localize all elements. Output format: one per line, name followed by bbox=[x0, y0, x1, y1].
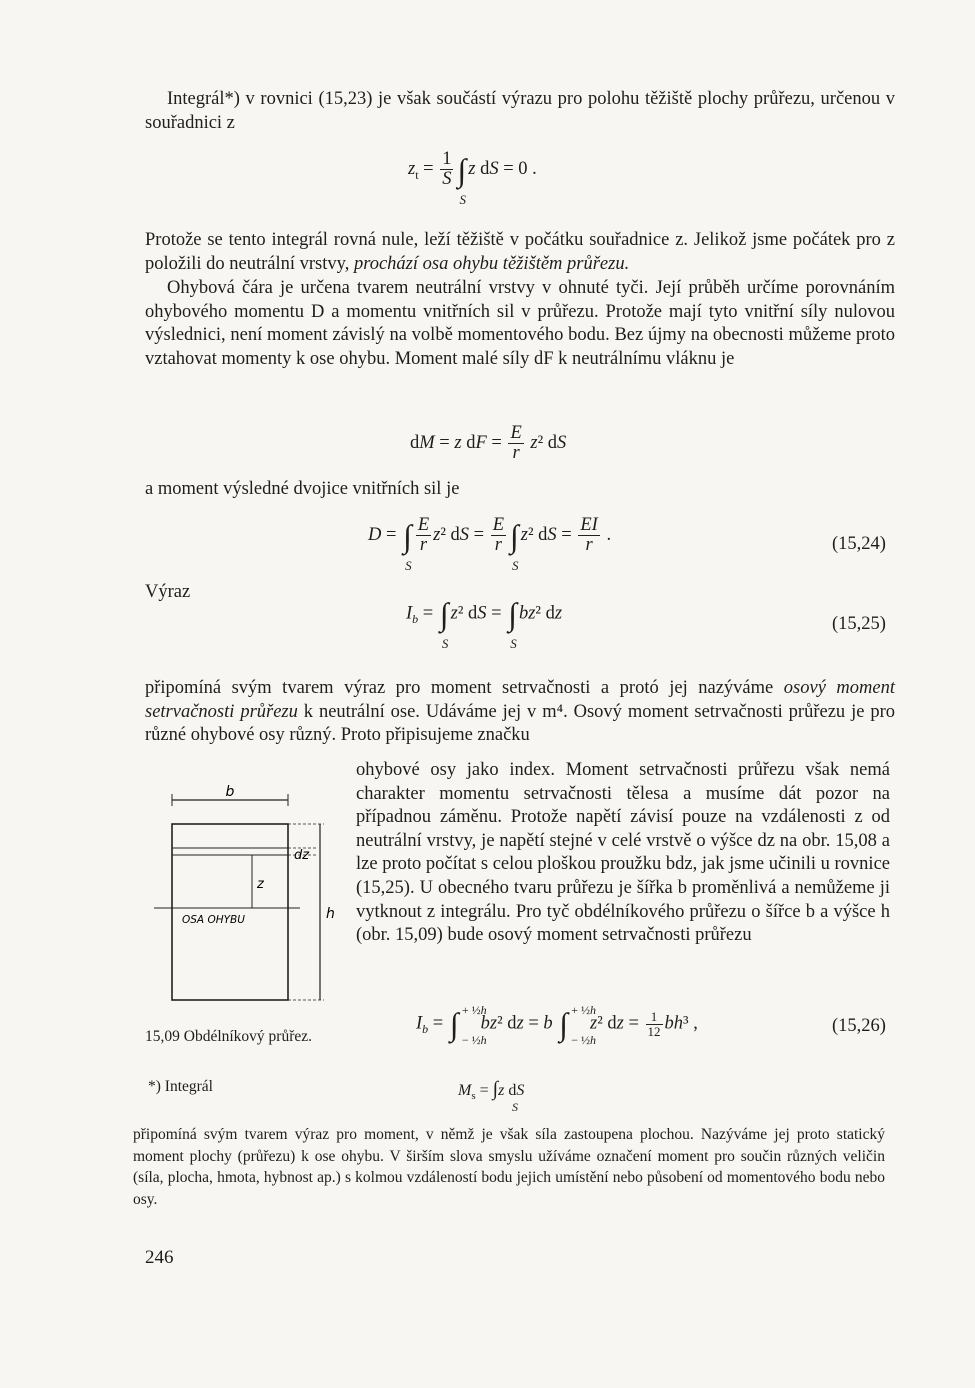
paragraph-neutral-axis: Protože se tento integrál rovná nule, leží těžiště v počátku souřadnice z. Jelikož jsme počátek pro z položili do neutrální vrstvy, prochází osa ohybu těžištěm průřezu. bbox=[145, 230, 895, 274]
paragraph-couple: a moment výsledné dvojice vnitřních sil je bbox=[145, 479, 460, 499]
label-h: h bbox=[326, 906, 335, 922]
equation-number-15-25: (15,25) bbox=[832, 614, 886, 634]
equation-15-25: $I_b$ = ∫ S z² dS = ∫ S bz² dz bbox=[406, 596, 563, 651]
word-vyraz: Výraz bbox=[145, 582, 191, 602]
equation-number-15-26: (15,26) bbox=[832, 1016, 886, 1036]
footnote-text: připomíná svým tvarem výraz pro moment, v němž je však síla zastoupena plochou. Nazýváme jej proto statický moment plochy (průřezu) k ose ohybu. V širším slova smyslu užíváme označení moment pro součin různých veličin (síla, plocha, hmota, hybnost ap.) s kolmou vzdáleností bodu jejich umístění nebo působení od momentového bodu nebo osy. bbox=[133, 1126, 885, 1208]
page-number: 246 bbox=[145, 1247, 174, 1268]
footnote-equation: $M_s = \int z$ dS S bbox=[458, 1078, 525, 1114]
paragraph-centroid-intro: Integrál*) v rovnici (15,23) je však součástí výrazu pro polohu těžiště plochy průřezu, určenou v souřadnici z bbox=[145, 89, 895, 133]
label-b: b bbox=[225, 784, 235, 800]
paragraph-moment-of-inertia: připomíná svým tvarem výraz pro moment setrvačnosti a protó jej nazýváme osový moment setrvačnosti průřezu k neutrální ose. Udáváme jej v m⁴. Osový moment setrvačnosti průřezu je pro různé ohybové osy různý. Proto připisujeme značku bbox=[145, 678, 896, 746]
equation-centroid: $z_t$ = $\frac{1}{S}$ ∫ S z dS = 0 . bbox=[408, 149, 537, 207]
label-z: z bbox=[257, 877, 264, 892]
paragraph-bending-line: Ohybová čára je určena tvarem neutrální vrstvy v ohnuté tyči. Její průběh určíme porovnáním ohybového momentu D a momentu vnitřních sil v průřezu. Protože mají tyto vnitřní síly nulovou výslednici, není moment závislý na volbě momentového bodu. Bez újmy na obecnosti můžeme proto vztahovat momenty k ose ohybu. Moment malé síly dF k neutrálnímu vláknu je bbox=[145, 278, 895, 369]
equation-moment-dM: dM = z dF = $\frac{E}{r}$ z² dS bbox=[410, 423, 567, 464]
paragraph-rectangular-section: ohybové osy jako index. Moment setrvačnosti průřezu však nemá charakter momentu setrvačnosti tělesa a musíme dát pozor na případnou záměnu. Protože napětí závisí pouze na vzdálenosti z od neutrální vrstvy, je napětí stejné v celé vrstvě o výšce dz na obr. 15,08 a lze proto počítat s celou ploškou proužku bdz, jak jsme učinili u rovnice (15,25). U obecného tvaru průřezu je šířka b proměnlivá a nemůžeme ji vytknout z integrálu. Pro tyč obdélníkového průřezu o šířce b a výšce h (obr. 15,09) bude osový moment setrvačnosti průřezu bbox=[356, 760, 890, 946]
equation-number-15-24: (15,24) bbox=[832, 534, 886, 554]
figure-caption: 15,09 Obdélníkový průřez. bbox=[145, 1028, 313, 1045]
rectangular-cross-section-figure bbox=[140, 780, 350, 1010]
equation-15-24: D = ∫ S $\frac{E}{r}$ z² dS = $\frac{E}{r}$ ∫ S z² dS = $\frac{EI}{r}$ . bbox=[368, 515, 612, 573]
label-dz: dz bbox=[294, 848, 310, 863]
footnote-head: *) Integrál bbox=[148, 1078, 213, 1095]
label-axis: OSA OHYBU bbox=[182, 914, 245, 926]
equation-15-26: $I_b$ = ∫ + ½h − ½h bz² dz = b ∫ + ½h − ½h z² dz = $\frac{1}{12}$ bh³ , bbox=[416, 1003, 698, 1047]
